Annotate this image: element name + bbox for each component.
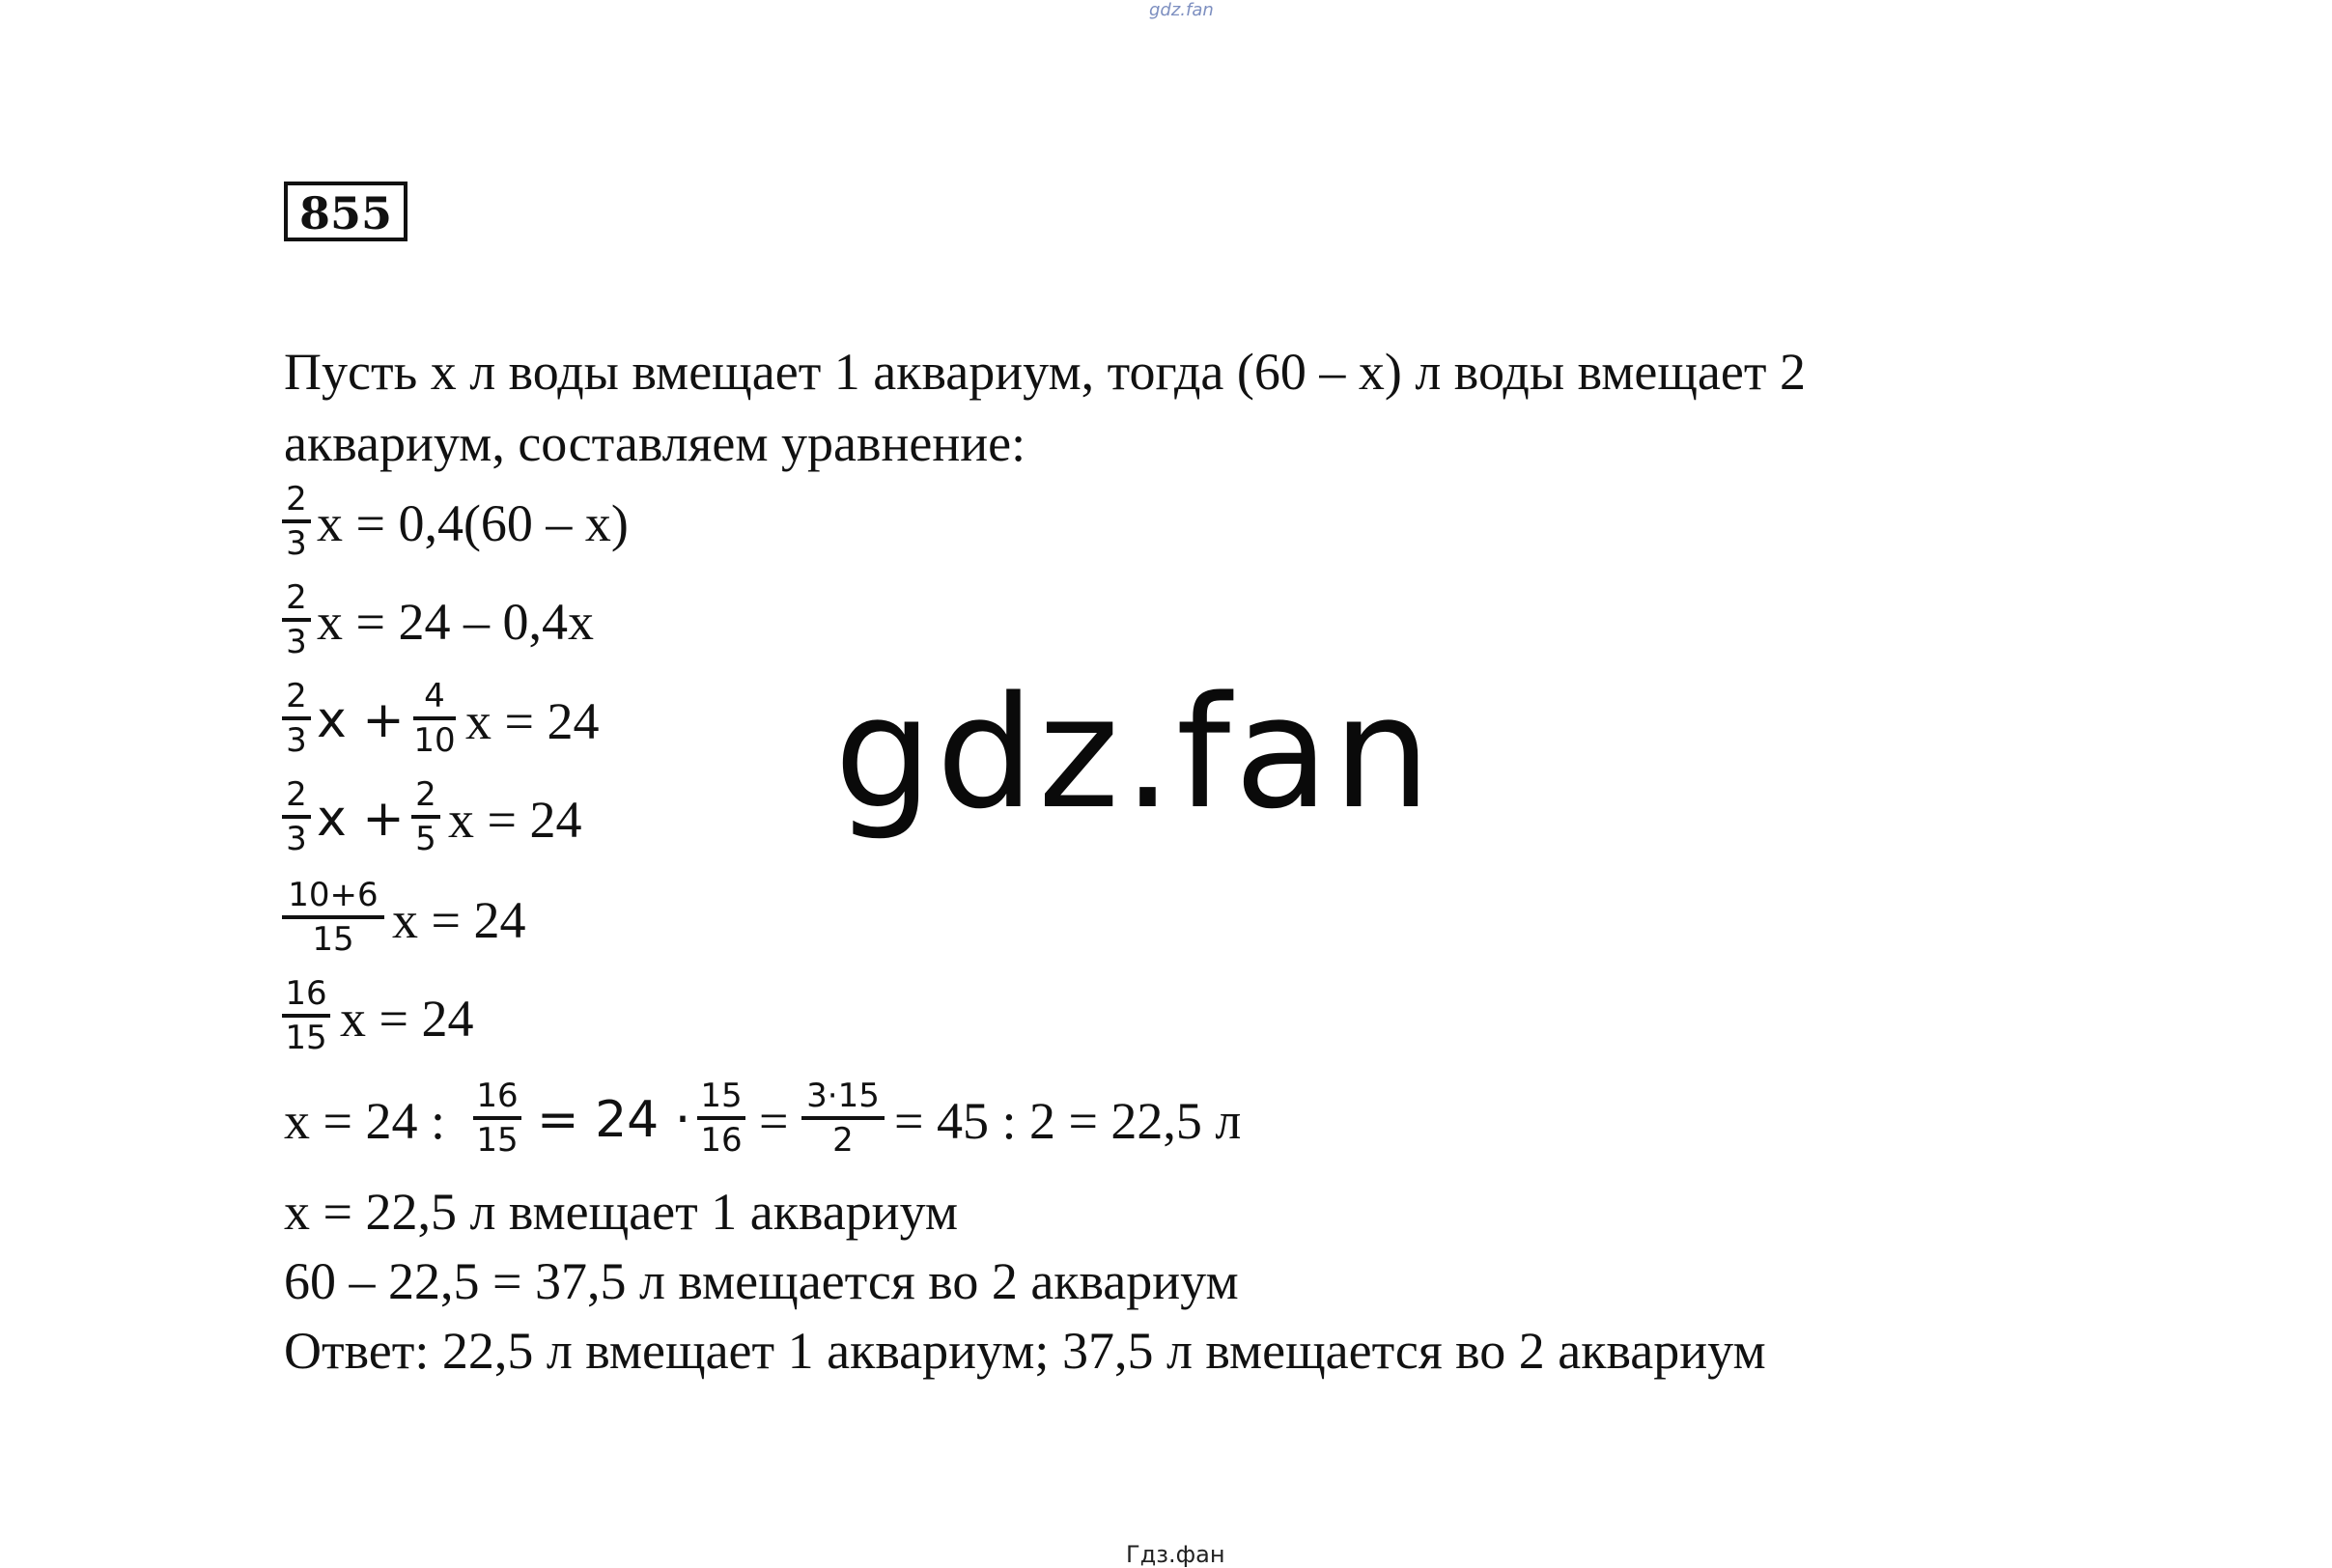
eq2-fraction <box>282 578 311 661</box>
problem-number-box <box>284 182 407 241</box>
eq5-numerator: 10+6 <box>288 876 379 914</box>
eq7-part-1: x = 24 : <box>284 1092 445 1150</box>
fraction-bar <box>282 716 311 720</box>
eq6-numerator: 16 <box>285 974 327 1013</box>
fraction-bar <box>697 1116 745 1120</box>
footer-watermark: Гдз.фан <box>1126 1541 1225 1568</box>
eq1-text: x = 0,4(60 – x) <box>317 494 629 552</box>
eq7-part-3: = <box>759 1092 789 1150</box>
eq6-fraction <box>282 974 330 1057</box>
eq2-text: x = 24 – 0,4x <box>317 593 594 651</box>
eq3-denominator-1: 3 <box>286 721 307 760</box>
eq4-fraction-2 <box>411 775 440 858</box>
answer-line: Ответ: 22,5 л вмещает 1 аквариум; 37,5 л вмещается во 2 аквариум <box>284 1322 1766 1380</box>
fraction-bar <box>413 716 456 720</box>
result-line-1: x = 22,5 л вмещает 1 аквариум <box>284 1183 959 1241</box>
watermark: gdz.fan <box>834 662 1435 843</box>
fraction-bar <box>282 618 311 622</box>
eq4-numerator-1: 2 <box>286 775 307 814</box>
fraction-bar <box>801 1116 885 1120</box>
eq6-text: x = 24 <box>340 990 474 1048</box>
eq7-fraction-3 <box>801 1077 885 1160</box>
fraction-bar <box>473 1116 521 1120</box>
problem-number: 855 <box>298 187 393 239</box>
eq3-mid: x + <box>317 691 405 749</box>
eq7-denominator-2: 16 <box>700 1121 743 1160</box>
eq4-mid: x + <box>317 790 405 848</box>
eq6-denominator: 15 <box>285 1019 327 1057</box>
eq5-fraction <box>282 876 384 959</box>
eq1-fraction <box>282 480 311 563</box>
eq7-denominator-1: 15 <box>476 1121 519 1160</box>
eq3-fraction-1 <box>282 677 311 760</box>
eq3-text: x = 24 <box>465 692 600 750</box>
fraction-bar <box>282 1014 330 1018</box>
eq4-numerator-2: 2 <box>415 775 436 814</box>
fraction-bar <box>282 519 311 523</box>
eq7-denominator-3: 2 <box>832 1121 854 1160</box>
fraction-bar <box>282 815 311 819</box>
eq7-numerator-2: 15 <box>700 1077 743 1115</box>
eq5-denominator: 15 <box>312 920 354 959</box>
eq5-text: x = 24 <box>392 891 526 949</box>
intro-line-2: аквариум, составляем уравнение: <box>284 414 1026 472</box>
eq7-part-2: = 24 · <box>537 1091 691 1149</box>
fraction-bar <box>411 815 440 819</box>
eq4-denominator-2: 5 <box>415 820 436 858</box>
eq7-fraction-2 <box>697 1077 745 1160</box>
result-line-2: 60 – 22,5 = 37,5 л вмещается во 2 аквариум <box>284 1252 1239 1310</box>
header-watermark: gdz.fan <box>1149 0 1214 20</box>
eq3-denominator-2: 10 <box>413 721 456 760</box>
eq4-text: x = 24 <box>448 791 582 849</box>
fraction-bar <box>282 915 384 919</box>
eq3-numerator-1: 2 <box>286 677 307 715</box>
eq2-denominator: 3 <box>286 623 307 661</box>
eq3-fraction-2 <box>413 677 456 760</box>
eq3-numerator-2: 4 <box>424 677 445 715</box>
eq1-denominator: 3 <box>286 524 307 563</box>
eq7-numerator-3: 3·15 <box>806 1077 880 1115</box>
eq4-denominator-1: 3 <box>286 820 307 858</box>
eq2-numerator: 2 <box>286 578 307 617</box>
eq7-part-4: = 45 : 2 = 22,5 л <box>894 1092 1242 1150</box>
intro-line-1: Пусть x л воды вмещает 1 аквариум, тогда (60 – x) л воды вмещает 2 <box>284 343 1806 401</box>
eq4-fraction-1 <box>282 775 311 858</box>
eq7-numerator-1: 16 <box>476 1077 519 1115</box>
eq7-fraction-1 <box>473 1077 521 1160</box>
eq1-numerator: 2 <box>286 480 307 518</box>
